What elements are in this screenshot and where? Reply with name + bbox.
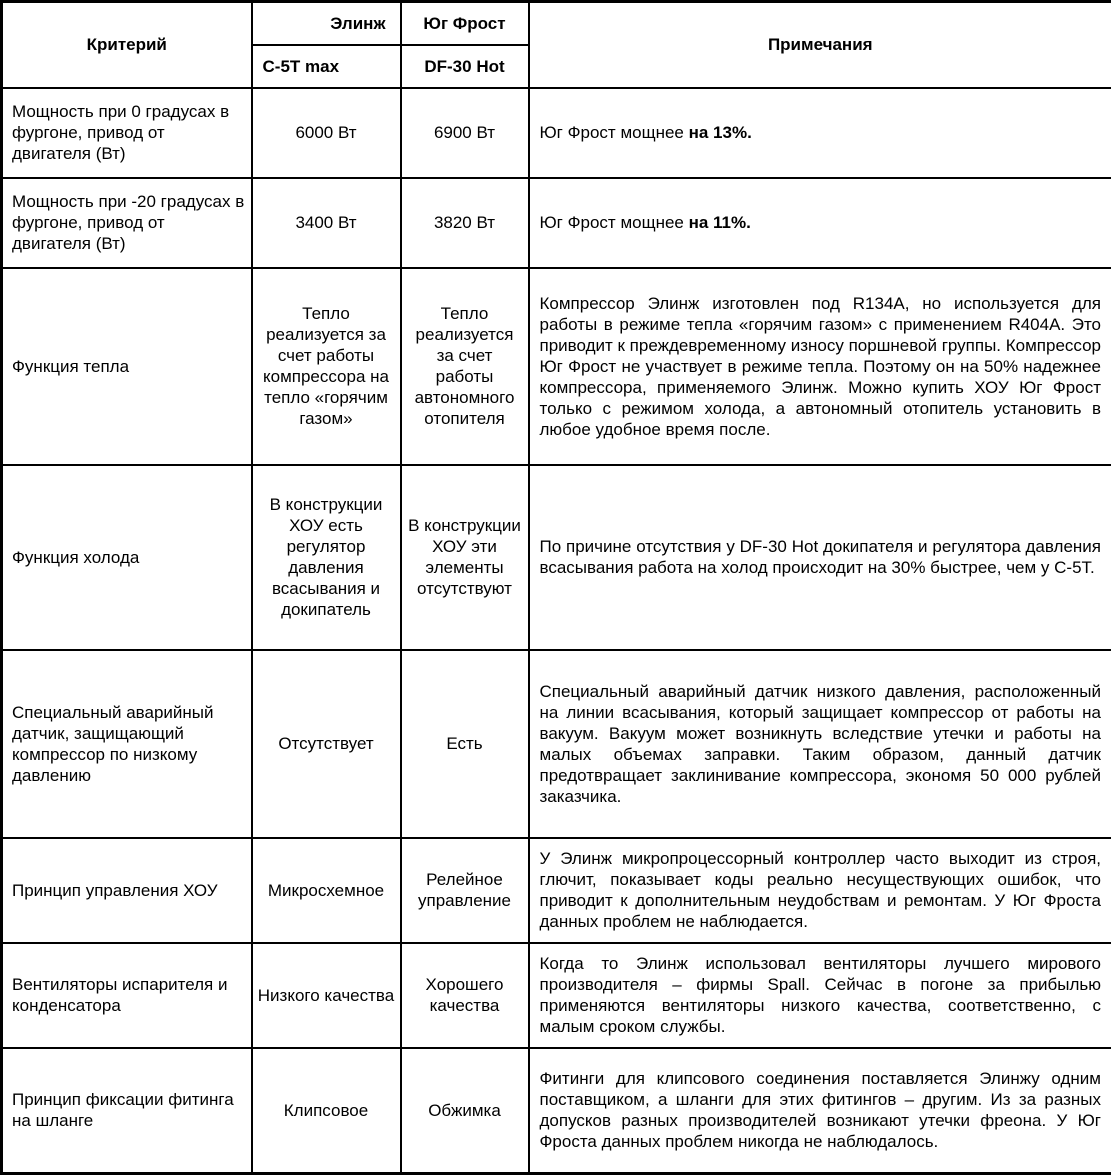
criterion-cell: Мощность при -20 градусах в фургоне, привод от двигателя (Вт) <box>2 178 252 268</box>
header-criterion: Критерий <box>2 2 252 88</box>
header-brand-yugfrost: Юг Фрост <box>401 2 529 45</box>
table-row <box>2 268 1111 465</box>
note-text: Юг Фрост мощнее <box>540 123 689 142</box>
elinzh-value-cell: В конструкции ХОУ есть регулятор давления всасывания и докипатель <box>252 465 401 650</box>
yugfrost-value-cell: Хорошего качества <box>401 943 529 1048</box>
table-row <box>2 178 1111 268</box>
table-row <box>2 1048 1111 1174</box>
table-row <box>2 650 1111 838</box>
yugfrost-value-cell: В конструкции ХОУ эти элементы отсутствуют <box>401 465 529 650</box>
elinzh-value-cell: Тепло реализуется за счет работы компрессора на тепло «горячим газом» <box>252 268 401 465</box>
note-cell: Специальный аварийный датчик низкого давления, расположенный на линии всасывания, который защищает компрессор от работы на вакуум. Вакуум может возникнуть вследствие утечки и работы на малых объемах заправки. Таким образом, данный датчик предотвращает заклинивание компрессора, экономя 50 000 рублей заказчика. <box>529 650 1111 838</box>
note-cell: Компрессор Элинж изготовлен под R134A, но используется для работы в режиме тепла «горячим газом» с применением R404A. Это приводит к преждевременному износу поршневой группы. Компрессор Юг Фрост не участвует в режиме тепла. Поэтому он на 50% надежнее компрессора, применяемого Элинж. Можно купить ХОУ Юг Фрост только с режимом холода, а автономный отопитель установить в любое удобное время после. <box>529 268 1111 465</box>
yugfrost-value-cell: Есть <box>401 650 529 838</box>
note-cell <box>529 88 1111 178</box>
criterion-cell: Мощность при 0 градусах в фургоне, привод от двигателя (Вт) <box>2 88 252 178</box>
elinzh-value-cell: 6000 Вт <box>252 88 401 178</box>
elinzh-value-cell: Отсутствует <box>252 650 401 838</box>
criterion-cell: Принцип фиксации фитинга на шланге <box>2 1048 252 1174</box>
note-cell: У Элинж микропроцессорный контроллер часто выходит из строя, глючит, показывает коды реально несуществующих ошибок, что приводит к дополнительным неудобствам и ремонтам. У Юг Фроста данных проблем не наблюдается. <box>529 838 1111 943</box>
header-model-df30-hot: DF-30 Hot <box>401 45 529 88</box>
elinzh-value-cell: Микросхемное <box>252 838 401 943</box>
table-row <box>2 838 1111 943</box>
elinzh-value-cell: 3400 Вт <box>252 178 401 268</box>
header-model-c5t-max: С-5Т max <box>252 45 401 88</box>
criterion-cell: Вентиляторы испарителя и конденсатора <box>2 943 252 1048</box>
elinzh-value-cell: Низкого качества <box>252 943 401 1048</box>
header-brand-elinzh: Элинж <box>252 2 401 45</box>
criterion-cell: Функция тепла <box>2 268 252 465</box>
note-cell: Когда то Элинж использовал вентиляторы лучшего мирового производителя – фирмы Spall. Сейчас в погоне за прибылью применяются вентиляторы низкого качества, соответственно, с малым сроком службы. <box>529 943 1111 1048</box>
note-cell: По причине отсутствия у DF-30 Hot докипателя и регулятора давления всасывания работа на холод происходит на 30% быстрее, чем у С-5Т. <box>529 465 1111 650</box>
table-row <box>2 88 1111 178</box>
criterion-cell: Функция холода <box>2 465 252 650</box>
yugfrost-value-cell: 3820 Вт <box>401 178 529 268</box>
table-row <box>2 465 1111 650</box>
yugfrost-value-cell: Обжимка <box>401 1048 529 1174</box>
yugfrost-value-cell: 6900 Вт <box>401 88 529 178</box>
note-cell <box>529 178 1111 268</box>
note-text: Юг Фрост мощнее <box>540 213 689 232</box>
yugfrost-value-cell: Релейное управление <box>401 838 529 943</box>
header-notes: Примечания <box>529 2 1111 88</box>
elinzh-value-cell: Клипсовое <box>252 1048 401 1174</box>
note-bold-text: на 13%. <box>689 123 752 142</box>
criterion-cell: Принцип управления ХОУ <box>2 838 252 943</box>
note-bold-text: на 11%. <box>689 213 751 232</box>
note-cell: Фитинги для клипсового соединения поставляется Элинжу одним поставщиком, а шланги для этих фитингов – другим. Из за разных допусков разных производителей возникают утечки фреона. У Юг Фроста данных проблем никогда не наблюдалось. <box>529 1048 1111 1174</box>
table-row <box>2 943 1111 1048</box>
yugfrost-value-cell: Тепло реализуется за счет работы автономного отопителя <box>401 268 529 465</box>
criterion-cell: Специальный аварийный датчик, защищающий компрессор по низкому давлению <box>2 650 252 838</box>
